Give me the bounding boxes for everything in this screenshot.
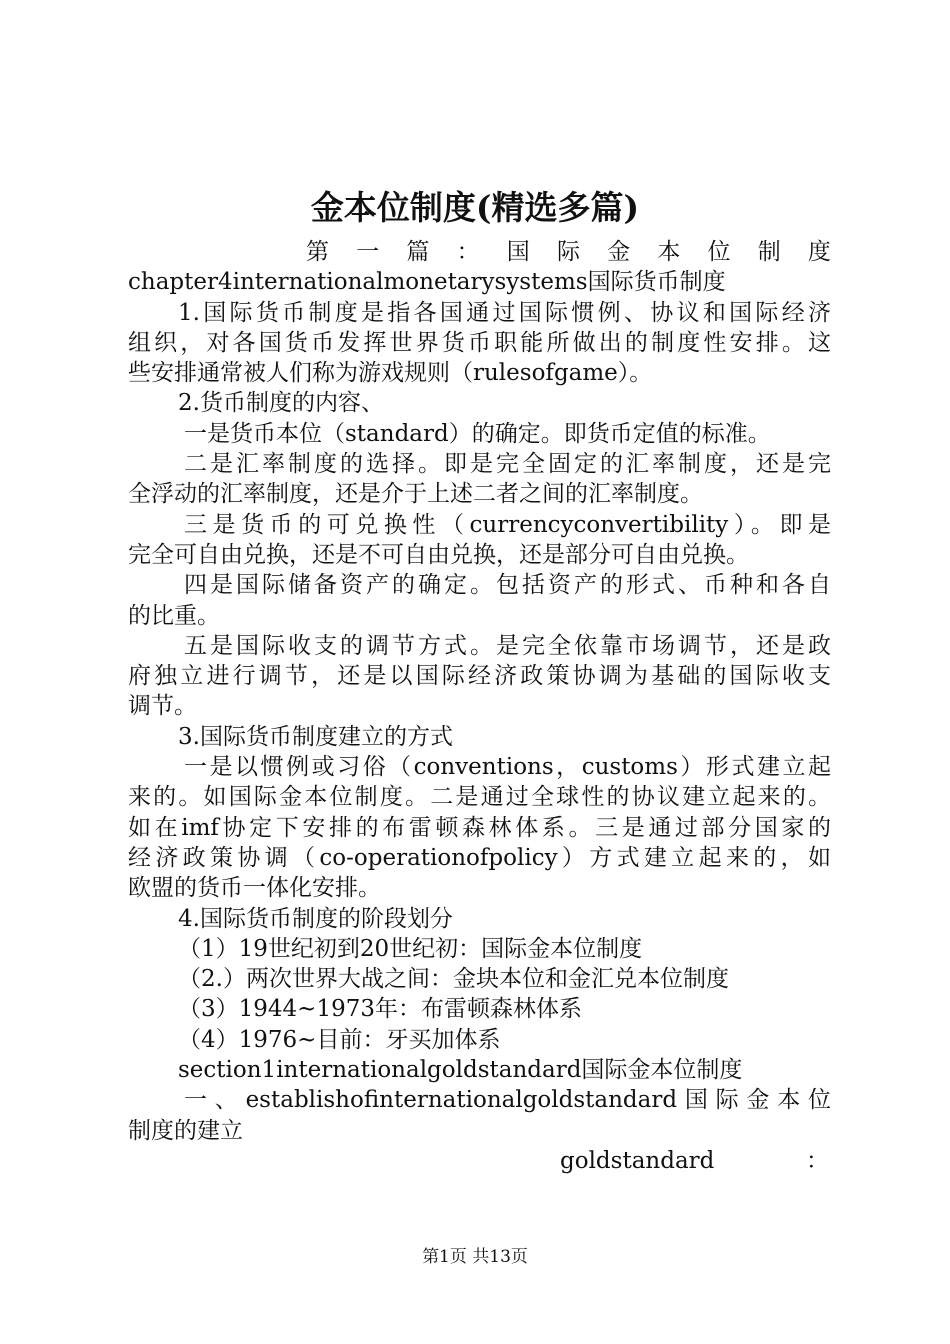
heading-char: 本 [657,239,681,265]
text-line: section1internationalgoldstandard国际金本位制度 [178,1057,743,1084]
heading-char: 第 [306,239,329,265]
part-heading [128,237,831,267]
text-line: 如在imf协定下安排的布雷顿森林体系。三是通过部分国家的 [128,814,831,841]
goldstandard-word: goldstandard [560,1147,715,1174]
text-line: 一、establishofinternationalgoldstandard国际金本位 [184,1087,831,1114]
text-line: 些安排通常被人们称为游戏规则（rulesofgame）。 [128,360,653,387]
document-title: 金本位制度(精选多篇) [310,188,640,227]
text-line: 制度的建立 [128,1117,243,1144]
text-line: 一是以惯例或习俗（conventions，customs）形式建立起 [184,754,831,781]
text-line: 的比重。 [128,602,220,629]
text-line: （4）1976~目前：牙买加体系 [178,1026,501,1053]
text-line: 欧盟的货币一体化安排。 [128,875,381,902]
text-line: 一是货币本位（standard）的确定。即货币定值的标准。 [184,420,771,447]
text-line: chapter4internationalmonetarysystems国际货币制度 [128,269,726,296]
heading-char: 金 [607,239,631,265]
goldstandard-colon: ： [806,1147,829,1174]
heading-char: 际 [556,239,580,265]
heading-char: 一 [356,239,380,265]
text-line: 2.货币制度的内容、 [178,390,384,417]
heading-char: 国 [506,239,530,265]
text-line: 1.国际货币制度是指各国通过国际惯例、协议和国际经济 [178,299,831,326]
text-line: 经济政策协调（co-operationofpolicy）方式建立起来的，如 [128,844,831,871]
heading-char: 度 [807,239,831,265]
text-line: 二是汇率制度的选择。即是完全固定的汇率制度，还是完 [184,451,831,478]
heading-char: ： [456,239,480,265]
text-line: 来的。如国际金本位制度。二是通过全球性的协议建立起来的。 [128,784,831,811]
text-line: 4.国际货币制度的阶段划分 [178,905,453,932]
heading-char: 篇 [406,239,430,265]
text-line: （3）1944~1973年：布雷顿森林体系 [178,996,582,1023]
page-footer: 第1页 共13页 [422,1247,528,1267]
text-line: 调节。 [128,693,197,720]
text-line: 组织，对各国货币发挥世界货币职能所做出的制度性安排。这 [128,329,831,356]
text-line: 府独立进行调节，还是以国际经济政策协调为基础的国际收支 [128,663,831,690]
text-line: 全浮动的汇率制度，还是介于上述二者之间的汇率制度。 [128,481,703,508]
heading-char: 位 [707,239,731,265]
text-line: 五是国际收支的调节方式。是完全依靠市场调节，还是政 [184,632,831,659]
text-line: （1）19世纪初到20世纪初：国际金本位制度 [178,935,643,962]
text-line: 完全可自由兑换，还是不可自由兑换，还是部分可自由兑换。 [128,541,749,568]
text-line: 3.国际货币制度建立的方式 [178,723,453,750]
document-body [128,237,831,1176]
text-line: 三是货币的可兑换性（currencyconvertibility）。即是 [184,511,831,538]
text-line: （2.）两次世界大战之间：金块本位和金汇兑本位制度 [178,966,729,993]
goldstandard-line [128,1146,831,1176]
text-line: 四是国际储备资产的确定。包括资产的形式、币种和各自 [184,572,831,599]
heading-char: 制 [757,239,781,265]
